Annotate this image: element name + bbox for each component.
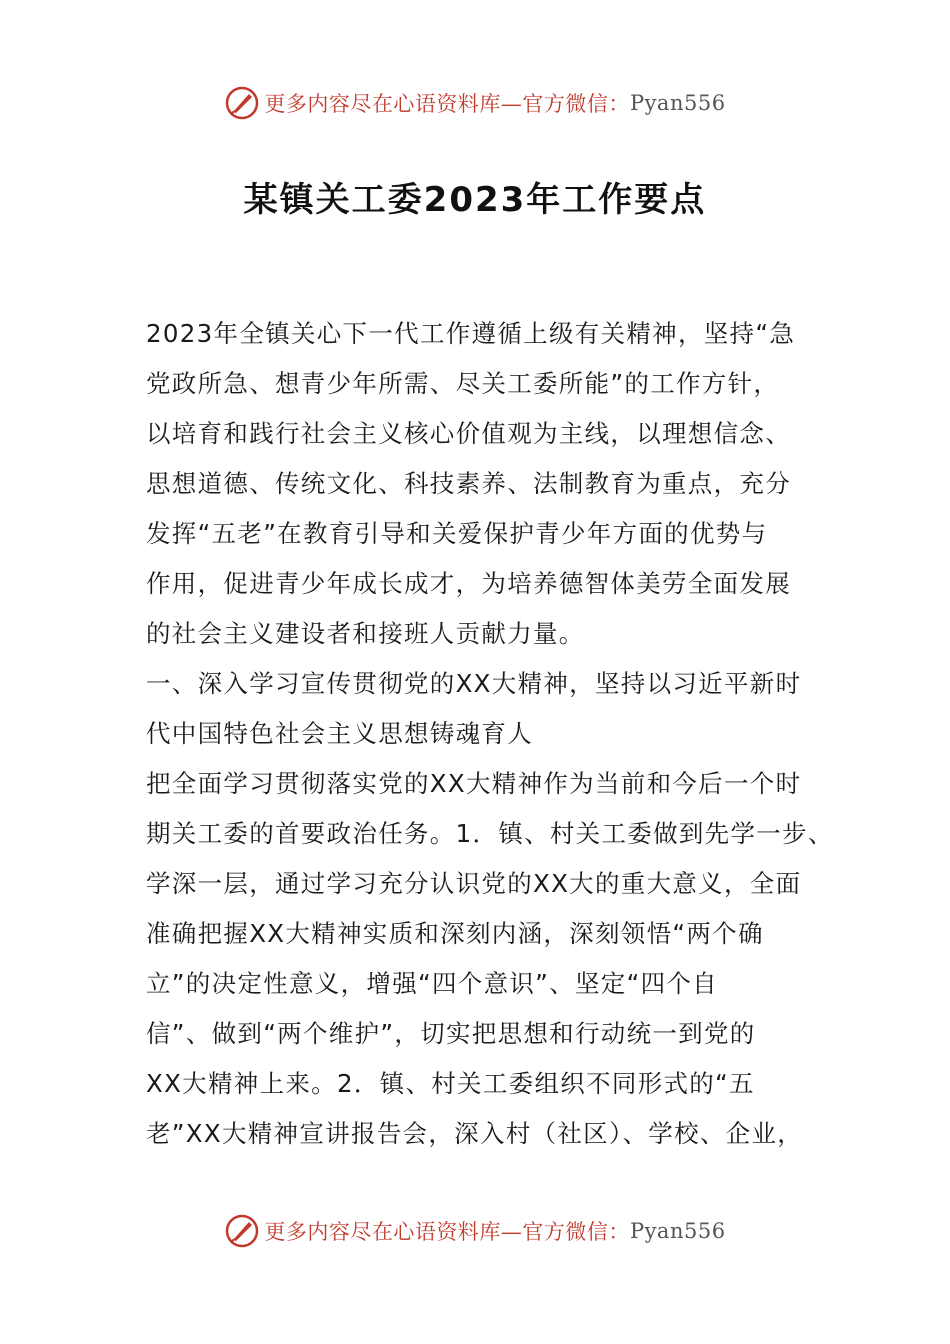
quill-circle-logo-icon [224,85,260,121]
document-title: 某镇关工委2023年工作要点 [243,180,707,220]
section-heading-line: 一、深入学习宣传贯彻党的XX大精神，坚持以习近平新时 [146,669,802,698]
document-body [146,309,834,1159]
body-line: 期关工委的首要政治任务。1．镇、村关工委做到先学一步、 [146,819,834,848]
body-line: 老”XX大精神宣讲报告会，深入村（社区）、学校、企业， [146,1119,804,1148]
body-line: 思想道德、传统文化、科技素养、法制教育为重点，充分 [146,469,791,498]
body-line: 的社会主义建设者和接班人贡献力量。 [146,619,585,648]
footer-watermark-banner [0,1211,950,1251]
header-watermark-banner [0,83,950,123]
banner-text: 更多内容尽在心语资料库—官方微信： [264,1220,630,1244]
body-line: 准确把握XX大精神实质和深刻内涵，深刻领悟“两个确 [146,919,764,948]
banner-wechat-id: Pyan556 [629,91,726,115]
body-line: 作用，促进青少年成长成才，为培养德智体美劳全面发展 [146,569,791,598]
section-heading-line: 代中国特色社会主义思想铸魂育人 [146,719,533,748]
body-line: 学深一层，通过学习充分认识党的XX大的重大意义，全面 [146,869,802,898]
body-line: 2023年全镇关心下一代工作遵循上级有关精神，坚持“急 [146,319,796,348]
body-line: 以培育和践行社会主义核心价值观为主线，以理想信念、 [146,419,791,448]
quill-circle-logo-icon [224,1213,260,1249]
body-line: 把全面学习贯彻落实党的XX大精神作为当前和今后一个时 [146,769,802,798]
banner-text: 更多内容尽在心语资料库—官方微信： [264,92,630,116]
banner-wechat-id: Pyan556 [629,1219,726,1243]
body-line: 发挥“五老”在教育引导和关爱保护青少年方面的优势与 [146,519,768,548]
body-line: 党政所急、想青少年所需、尽关工委所能”的工作方针， [146,369,780,398]
body-line: XX大精神上来。2．镇、村关工委组织不同形式的“五 [146,1069,755,1098]
body-line: 立”的决定性意义，增强“四个意识”、坚定“四个自 [146,969,718,998]
body-line: 信”、做到“两个维护”，切实把思想和行动统一到党的 [146,1019,756,1048]
